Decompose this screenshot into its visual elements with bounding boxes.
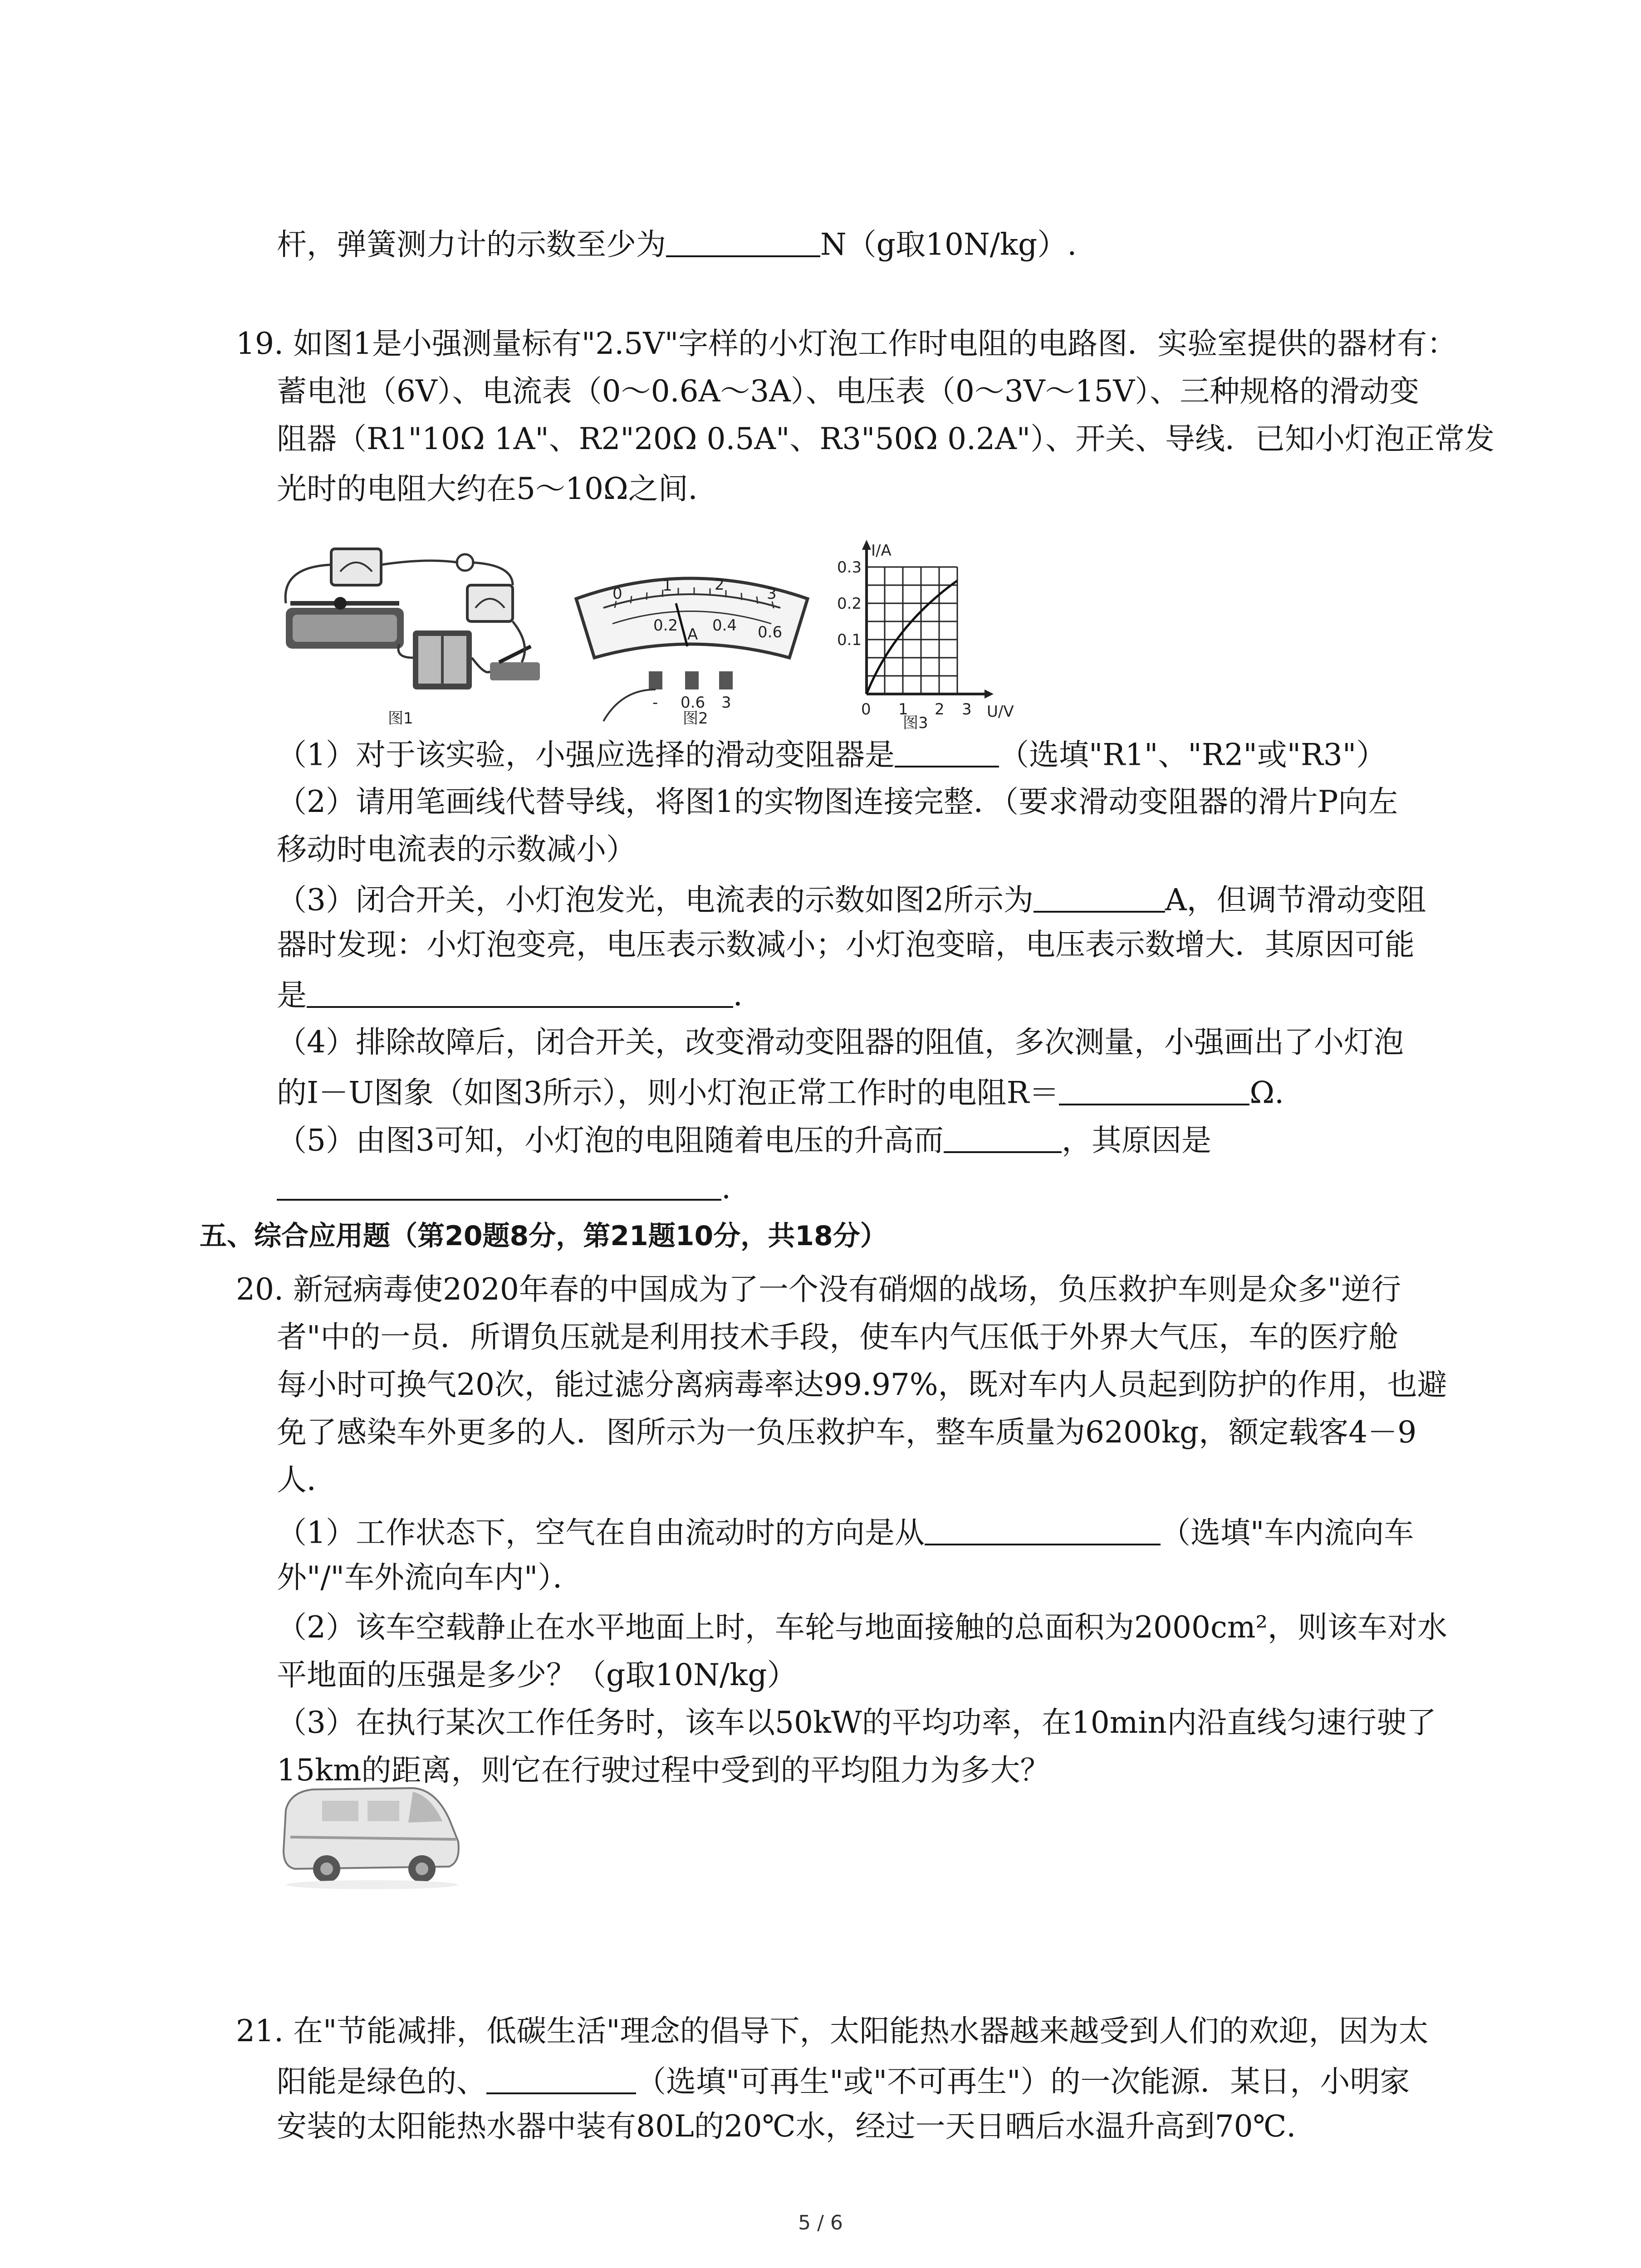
meter-scale-4: 0.2 bbox=[653, 616, 678, 635]
answer-blank[interactable] bbox=[666, 227, 820, 257]
q21-line-3: 安装的太阳能热水器中装有80L的20℃水，经过一天日晒后水温升高到70℃. bbox=[277, 2109, 1296, 2144]
terminal-minus: - bbox=[652, 694, 658, 712]
meter-unit: A bbox=[687, 626, 698, 644]
fig3-label: 图3 bbox=[903, 714, 928, 730]
q19-line-3: 阻器（R1"10Ω 1A"、R2"20Ω 0.5A"、R3"50Ω 0.2A"）、开关、导线．已知小灯泡正常发 bbox=[277, 421, 1495, 456]
q19-figures bbox=[277, 540, 1048, 730]
q19-part-2-line-1: （2）请用笔画线代替导线，将图1的实物图连接完整．（要求滑动变阻器的滑片P向左 bbox=[277, 784, 1398, 819]
fig1-circuit bbox=[285, 549, 540, 728]
graph-x-label: U/V bbox=[987, 703, 1014, 721]
q18-tail-line: 杆，弹簧测力计的示数至少为 N（g取10N/kg）. bbox=[277, 227, 1077, 262]
meter-scale-5: 0.4 bbox=[712, 616, 737, 635]
answer-blank[interactable] bbox=[925, 1515, 1161, 1545]
q20-line-5: 人． bbox=[277, 1462, 337, 1497]
q19-part-3-line-3: 是 ． bbox=[277, 978, 763, 1013]
q19-part-1: （1）对于该实验，小强应选择的滑动变阻器是 （选填"R1"、"R2"或"R3"） bbox=[277, 737, 1386, 772]
q20-part-2-line-2: 平地面的压强是多少？（g取10N/kg） bbox=[277, 1657, 797, 1692]
q19-part-2-line-2: 移动时电流表的示数减小） bbox=[277, 832, 636, 867]
q20-line-2: 者"中的一员．所谓负压就是利用技术手段，使车内气压低于外界大气压，车的医疗舱 bbox=[277, 1320, 1399, 1354]
meter-scale-6: 0.6 bbox=[758, 623, 783, 641]
q21-line-1: 21. 在"节能减排，低碳生活"理念的倡导下，太阳能热水器越来越受到人们的欢迎，因为太 bbox=[236, 2014, 1429, 2048]
meter-scale-1: 1 bbox=[662, 577, 672, 595]
q20-line-1: 20. 新冠病毒使2020年春的中国成为了一个没有硝烟的战场，负压救护车则是众多"逆行 bbox=[236, 1272, 1401, 1307]
q20-part-2-line-1: （2）该车空载静止在水平地面上时，车轮与地面接触的总面积为2000cm²，则该车对水 bbox=[277, 1610, 1447, 1645]
page-number: 5 / 6 bbox=[798, 2211, 843, 2234]
meter-scale-0: 0 bbox=[612, 585, 622, 603]
q20-part-3-line-1: （3）在执行某次工作任务时，该车以50kW的平均功率，在10min内沿直线匀速行驶了 bbox=[277, 1705, 1436, 1740]
graph-y-tick: 0.3 bbox=[837, 558, 862, 577]
graph-y-tick: 0.2 bbox=[837, 595, 862, 613]
meter-scale-3: 3 bbox=[767, 585, 777, 603]
ambulance-image bbox=[277, 1783, 467, 1892]
q19-part-4-line-1: （4）排除故障后，闭合开关，改变滑动变阻器的阻值，多次测量，小强画出了小灯泡 bbox=[277, 1025, 1404, 1060]
graph-x-tick: 2 bbox=[935, 700, 945, 719]
answer-blank[interactable] bbox=[1059, 1075, 1249, 1105]
fig1-label: 图1 bbox=[388, 709, 413, 728]
fig2-label: 图2 bbox=[683, 709, 708, 728]
q21-line-2: 阳能是绿色的、 （选填"可再生"或"不可再生"）的一次能源．某日，小明家 bbox=[277, 2064, 1410, 2099]
graph-y-label: I/A bbox=[871, 542, 892, 560]
q19-line-1: 19. 如图1是小强测量标有"2.5V"字样的小灯泡工作时电阻的电路图．实验室提供的器材有： bbox=[236, 326, 1457, 361]
q20-line-3: 每小时可换气20次，能过滤分离病毒率达99.97%，既对车内人员起到防护的作用，也避 bbox=[277, 1367, 1447, 1402]
q19-part-5-line-2: . bbox=[277, 1170, 731, 1203]
q20-part-1-line-2: 外"/"车外流向车内"）． bbox=[277, 1560, 583, 1595]
meter-scale-2: 2 bbox=[715, 576, 725, 594]
terminal-3: 3 bbox=[721, 694, 731, 712]
q20-part-1-line-1: （1）工作状态下，空气在自由流动时的方向是从 （选填"车内流向车 bbox=[277, 1515, 1414, 1550]
fig2-ammeter bbox=[576, 576, 808, 728]
q19-part-4-line-2: 的I－U图象（如图3所示），则小灯泡正常工作时的电阻R＝ Ω. bbox=[277, 1075, 1284, 1110]
q20-part-3-line-2: 15km的距离，则它在行驶过程中受到的平均阻力为多大？ bbox=[277, 1753, 1050, 1788]
q19-part-3-line-1: （3）闭合开关，小灯泡发光，电流表的示数如图2所示为 A，但调节滑动变阻 bbox=[277, 882, 1426, 918]
q19-part-3-line-2: 器时发现：小灯泡变亮，电压表示数减小；小灯泡变暗，电压表示数增大．其原因可能 bbox=[277, 927, 1415, 962]
answer-blank[interactable] bbox=[486, 2064, 636, 2094]
graph-x-tick: 0 bbox=[861, 700, 871, 719]
q19-line-2: 蓄电池（6V）、电流表（0～0.6A～3A）、电压表（0～3V～15V）、三种规格的滑动变 bbox=[277, 374, 1420, 409]
answer-blank[interactable] bbox=[944, 1123, 1062, 1153]
answer-blank[interactable] bbox=[277, 1170, 721, 1201]
graph-x-tick: 1 bbox=[898, 700, 908, 719]
section-5-title: 五、综合应用题（第20题8分，第21题10分，共18分） bbox=[200, 1220, 887, 1252]
q20-line-4: 免了感染车外更多的人．图所示为一负压救护车，整车质量为6200kg，额定载客4－9 bbox=[277, 1415, 1417, 1450]
fig3-iu-graph bbox=[837, 540, 1014, 730]
q19-part-5-line-1: （5）由图3可知，小灯泡的电阻随着电压的升高而 ，其原因是 bbox=[277, 1123, 1211, 1158]
q19-line-4: 光时的电阻大约在5～10Ω之间． bbox=[277, 471, 718, 506]
answer-blank[interactable] bbox=[895, 737, 999, 767]
graph-y-tick: 0.1 bbox=[837, 631, 862, 649]
graph-x-tick: 3 bbox=[962, 700, 972, 719]
answer-blank[interactable] bbox=[307, 978, 733, 1008]
terminal-0-6: 0.6 bbox=[681, 694, 705, 712]
answer-blank[interactable] bbox=[1034, 882, 1165, 913]
